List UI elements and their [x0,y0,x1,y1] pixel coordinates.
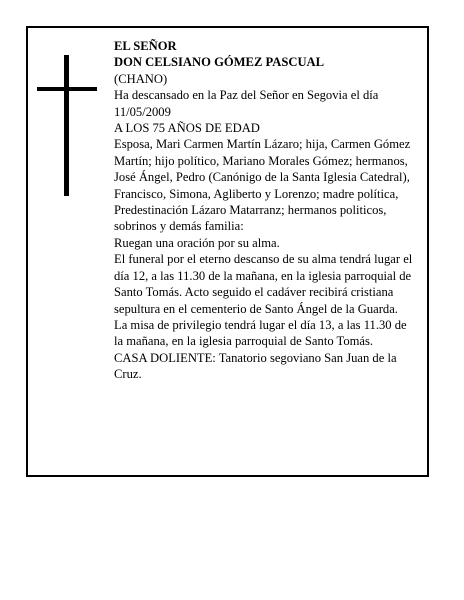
mourning-house: CASA DOLIENTE: Tanatorio segoviano San Juan de la Cruz. [114,350,397,382]
obituary-text-block [114,38,414,383]
cross-icon [64,55,69,196]
prayer-request: Ruegan una oración por su alma. [114,235,280,250]
funeral-details: El funeral por el eterno descanso de su alma tendrá lugar el día 12, a las 11.30 de la mañana, en la iglesia parroquial de Santo Tomás. Acto seguido el cadáver recibirá cristiana sepultura en el cementerio de Santo Ángel de la Guarda. La misa de privilegio tendrá lugar el día 13, a las 11.30 de la mañana, en la iglesia parroquial de Santo Tomás. [114,252,413,349]
cross-icon-crossbar [37,87,97,91]
death-statement: Ha descansado en la Paz del Señor en Segovia el día 11/05/2009 [114,88,379,119]
age-statement: A LOS 75 AÑOS DE EDAD [114,121,260,136]
deceased-name: DON CELSIANO GÓMEZ PASCUAL [114,55,325,70]
deceased-nickname: (CHANO) [114,71,168,86]
family-list: Esposa, Mari Carmen Martín Lázaro; hija, Carmen Gómez Martín; hijo político, Mariano Morales Gómez; hermanos, José Ángel, Pedro (Canónigo de la Santa Iglesia Catedral), Francisco, Simona, Agliberto y Lorenzo; madre política, Predestinación Lázaro Matarranz; hermanos politicos, sobrinos y demás familia: [114,137,411,234]
notice-title: EL SEÑOR [114,39,177,53]
